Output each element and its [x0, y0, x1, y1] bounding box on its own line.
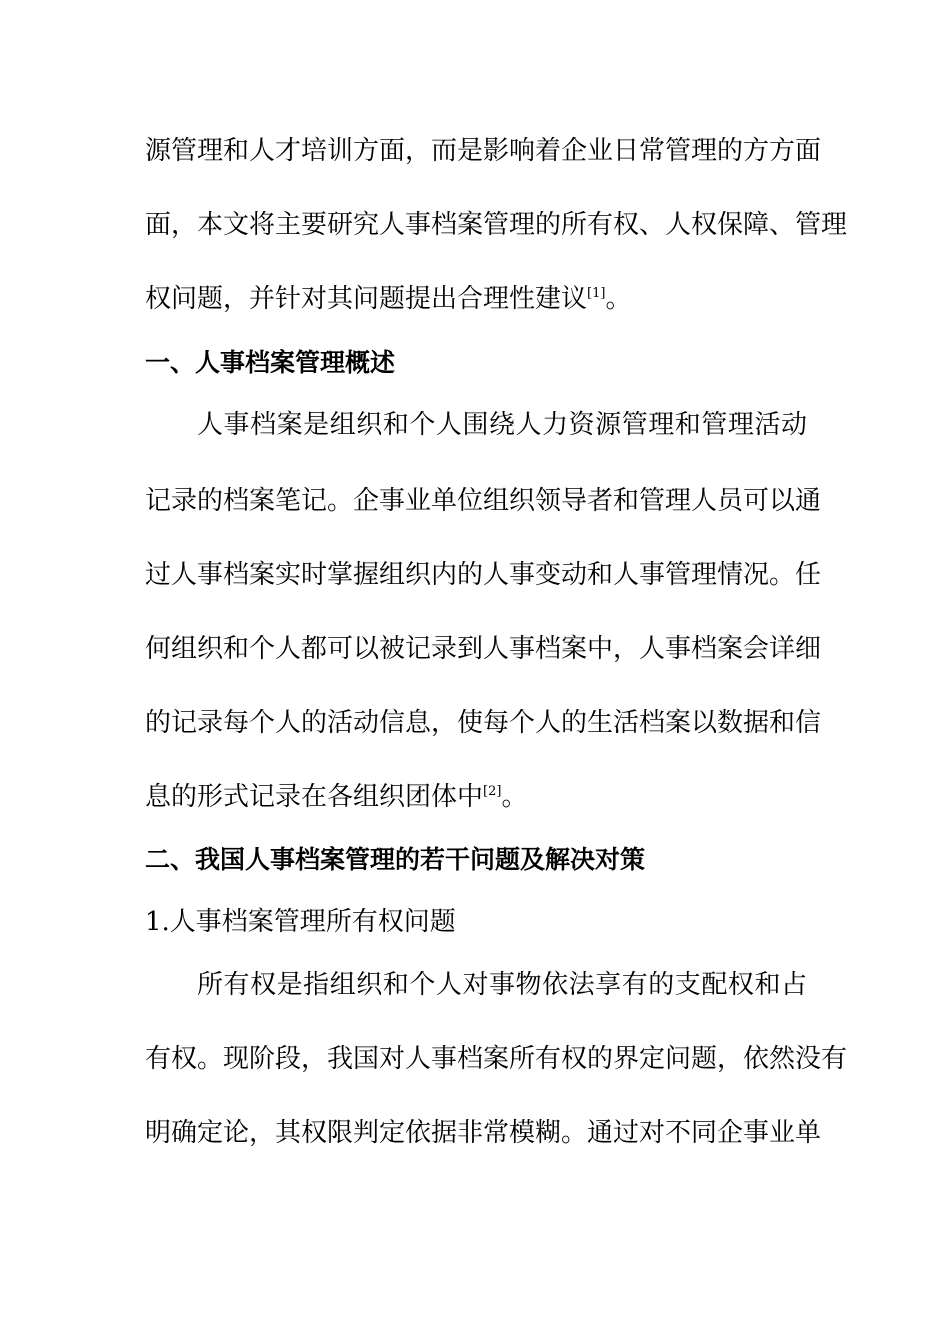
paragraph-last-line [145, 282, 807, 316]
paragraph-line: 何组织和个人都可以被记录到人事档案中，人事档案会详细 [145, 634, 822, 664]
section-heading: 一、人事档案管理概述 [145, 348, 396, 377]
paragraph-line: 过人事档案实时掌握组织内的人事变动和人事管理情况。任 [145, 560, 822, 590]
paragraph-line: 所有权是指组织和个人对事物依法享有的支配权和占 [197, 970, 807, 1000]
subsection-heading: 1.人事档案管理所有权问题 [145, 907, 456, 937]
sentence-end: 。 [605, 284, 632, 314]
paragraph-line: 面，本文将主要研究人事档案管理的所有权、人权保障、管理 [145, 210, 848, 240]
paragraph-text: 息的形式记录在各组织团体中 [145, 782, 484, 812]
paragraph-last-line [145, 780, 807, 814]
citation-marker: [1] [587, 286, 606, 301]
sentence-end: 。 [501, 782, 528, 812]
paragraph-line: 有权。现阶段，我国对人事档案所有权的界定问题，依然没有 [145, 1044, 848, 1074]
section-heading: 二、我国人事档案管理的若干问题及解决对策 [145, 845, 646, 874]
paragraph-line: 源管理和人才培训方面，而是影响着企业日常管理的方方面 [145, 136, 822, 166]
citation-marker: [2] [483, 784, 502, 799]
paragraph-text: 权问题，并针对其问题提出合理性建议 [145, 284, 588, 314]
paragraph-line: 人事档案是组织和个人围绕人力资源管理和管理活动 [197, 410, 807, 440]
paragraph-line: 的记录每个人的活动信息，使每个人的生活档案以数据和信 [145, 708, 822, 738]
paragraph-line: 记录的档案笔记。企事业单位组织领导者和管理人员可以通 [145, 486, 822, 516]
paragraph-line: 明确定论，其权限判定依据非常模糊。通过对不同企事业单 [145, 1118, 822, 1148]
